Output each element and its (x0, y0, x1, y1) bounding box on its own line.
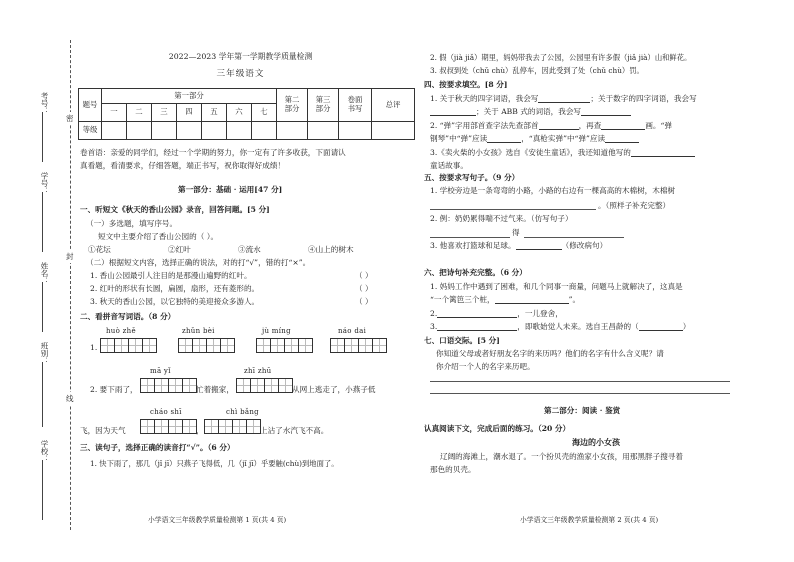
score-total-header: 总评 (372, 89, 415, 122)
binding-strip (0, 0, 88, 562)
field-class-label: 班别： (40, 342, 49, 365)
q7-answer-line-2[interactable] (430, 393, 730, 394)
score-part2-header: 第二 部分 (277, 89, 308, 122)
q6-item-1: 1. 妈妈工作中遇到了困难，和几个同事一商量，问题马上就解决了，这真是 (430, 282, 683, 291)
q5-title: 五、按要求写句子。（9 分） (424, 173, 520, 182)
reading-intro: 认真阅读下文，完成后面的练习。（20 分） (424, 424, 571, 433)
part1-title: 第一部分：基础 · 运用[47 分] (178, 185, 283, 194)
q4-blank-5[interactable] (601, 129, 645, 130)
tianzi-group-8[interactable] (204, 419, 260, 434)
q1-item-3-paren[interactable]: （ ） (355, 297, 373, 306)
q3-item-2: 2. 假（jià jiǎ）期里，妈妈带我去了公园，公园里有许多假（jiǎ jià）山和鲜花。 (430, 53, 692, 62)
q4-title: 四、按要求填空。[8 分] (424, 80, 508, 89)
tianzi-group-3[interactable] (256, 338, 312, 353)
field-exam-number-blank[interactable] (42, 112, 43, 162)
q6-blank-1[interactable] (495, 303, 569, 304)
q1-sub2: （二）根据短文内容，选择正确的说法，对的打“√”，错的打“×”。 (86, 258, 311, 267)
tianzi-group-1[interactable] (100, 338, 156, 353)
q4-item-1-cont: ；关于 ABB 式的词语，我会写 (430, 107, 631, 116)
tianzi-group-5[interactable] (140, 378, 196, 393)
field-school-blank[interactable] (42, 460, 43, 520)
left-page-footer: 小学语文三年级教学质量检测第 1 页(共 4 页) (148, 516, 287, 524)
tianzi-group-7[interactable] (140, 419, 196, 434)
q1-sub1-prompt: 短文中主要介绍了香山公园的（ ）。 (98, 232, 219, 241)
score-part3-header: 第三 部分 (308, 89, 339, 122)
q4-item-2-cont: 钢琴”中“弹”应读 ，“真枪实弹”中“弹”应读 (430, 134, 639, 143)
score-cell[interactable] (102, 122, 127, 140)
q6-item-2: 2. ，一儿登舍， (430, 309, 563, 318)
seal-char-xian: 线 (66, 394, 74, 403)
q6-item-1-cont: “一个篱笆三个桩， ”。 (430, 295, 581, 304)
seal-char-feng: 封 (66, 252, 74, 261)
q6-blank-4[interactable] (639, 330, 683, 331)
score-col-6: 六 (227, 104, 252, 122)
q6-blank-3[interactable] (437, 330, 517, 331)
score-table (78, 88, 415, 140)
q7-text-1: 你知道父母或者好朋友名字的来历吗？他们的名字有什么含义呢？请 (436, 349, 664, 358)
q2-pinyin-1: huò zhě (106, 327, 136, 335)
q6-item-3: 3. ，即歌始觉人未来。选自王昌龄的（ ） (430, 322, 691, 331)
q1-item-3: 3. 秋天的香山公园，以它独特的美迎接众多游人。 (90, 297, 260, 306)
q2-pinyin-4: náo dai (338, 327, 367, 335)
score-cell[interactable] (127, 122, 152, 140)
score-col-1: 一 (102, 104, 127, 122)
q1-option-3[interactable]: ③流水 (238, 245, 261, 254)
q4-blank-8[interactable] (631, 156, 695, 157)
score-part1-header: 第一部分 (102, 89, 277, 104)
q4-item-1: 1. 关于秋天的四字词语，我会写 ；关于数字的四字词语，我会写 (430, 94, 697, 103)
preface-line-2: 真看题，看清要求，仔细答题，端正书写，祝你取得好成绩！ (80, 161, 286, 170)
q5-item-2: 2. 例：奶奶累得喘不过气来。（仿写句子） (430, 214, 573, 223)
passage-title: 海边的小女孩 (572, 437, 620, 447)
exam-title: 2022—2023 学年第一学期教学质量检测 (168, 52, 313, 61)
field-class-blank[interactable] (42, 362, 43, 427)
q2-row2-text-a: 2. 要下雨了， (90, 385, 138, 394)
q4-blank-6[interactable] (487, 142, 521, 143)
q2-pinyin-8: chì bǎng (226, 408, 259, 416)
score-cell[interactable] (202, 122, 227, 140)
q5-item-2-answer-line-a[interactable] (430, 237, 510, 238)
q5-item-1-hint: 。（照样子补充完整） (598, 201, 671, 210)
q4-blank-7[interactable] (605, 142, 639, 143)
score-cell[interactable] (277, 122, 308, 140)
q2-pinyin-5: mā yǐ (150, 367, 171, 375)
q2-row2-text-b: 忙着搬家， (196, 385, 234, 394)
q2-pinyin-6: zhī zhū (244, 367, 272, 375)
q4-blank-2[interactable] (430, 115, 476, 116)
q2-pinyin-2: zhǔn bèi (182, 327, 215, 335)
q1-item-2-paren[interactable]: （ ） (355, 284, 373, 293)
q7-title: 七、口语交际。[5 分] (424, 336, 500, 345)
passage-line-2: 那色的贝壳。 (430, 465, 476, 474)
q1-item-1: 1. 香山公园最引人注目的是那漫山遍野的红叶。 (90, 271, 252, 280)
q6-blank-2[interactable] (437, 317, 517, 318)
score-col-2: 二 (127, 104, 152, 122)
q2-row2-text-c: 从网上逃走了，小燕子低 (292, 385, 376, 394)
q2-pinyin-3: jù míng (262, 327, 291, 335)
score-col-4: 四 (177, 104, 202, 122)
q2-pinyin-7: cháo shī (150, 408, 182, 416)
q5-item-1-answer-line[interactable] (430, 209, 596, 210)
score-cell[interactable] (227, 122, 252, 140)
q2-row3-text-c: 上沾了水汽飞不高。 (260, 426, 329, 435)
q1-title: 一、听短文《秋天的香山公园》录音，回答问题。[5 分] (80, 205, 270, 214)
q6-title: 六、把诗句补充完整。（6 分） (424, 268, 527, 277)
q4-blank-1[interactable] (538, 102, 590, 103)
q5-item-3: 3. 他喜欢打篮球和足球。 （修改病句） (430, 241, 608, 250)
seal-char-mi: 密 (66, 114, 74, 123)
q4-blank-3[interactable] (581, 115, 631, 116)
q4-blank-4[interactable] (539, 129, 579, 130)
q7-answer-line-1[interactable] (430, 381, 730, 382)
q5-item-1: 1. 学校旁边是一条弯弯的小路，小路的右边有一棵高高的木棉树，木棉树 (430, 186, 676, 195)
q4-item-2: 2. “弹”字用部首查字法先查部首 ，再查 画。“弹 (430, 121, 673, 130)
q5-item-2-word: 得 (512, 228, 520, 237)
tianzi-group-2[interactable] (178, 338, 234, 353)
q1-item-1-paren[interactable]: （ ） (355, 271, 373, 280)
passage-line-1: 辽阔的海滩上，潮水退了。一个扮贝壳的渔家小女孩，用那黑胖子搜寻着 (440, 452, 683, 461)
field-name-label: 姓名： (40, 262, 49, 285)
subject-title: 三年级语文 (216, 69, 265, 79)
field-student-number-label: 学号： (40, 172, 49, 195)
score-cell[interactable] (339, 122, 372, 140)
score-cell[interactable] (308, 122, 339, 140)
q1-option-2[interactable]: ②红叶 (168, 245, 191, 254)
tianzi-group-4[interactable] (330, 338, 386, 353)
field-exam-number-label: 考号： (40, 92, 49, 115)
part2-title: 第二部分：阅读 · 鉴赏 (544, 406, 621, 415)
score-cell[interactable] (177, 122, 202, 140)
q4-item-3: 3.《卖火柴的小女孩》选自《安徒生童话》，我还知道他写的 (430, 148, 695, 157)
tianzi-group-6[interactable] (236, 378, 292, 393)
q3-title: 三、读句子，选择正确的读音打“√”。（6 分） (80, 443, 235, 452)
q1-item-2: 2. 红叶的形状有长圆，扁圆，扇形，还有菱形的。 (90, 284, 260, 293)
score-row-label-number: 题号 (79, 89, 102, 122)
q1-option-1[interactable]: ①花坛 (88, 245, 111, 254)
q1-option-4[interactable]: ④山上的树木 (308, 245, 354, 254)
q2-row1-label: 1. (90, 343, 98, 352)
q3-item-1: 1. 快下雨了，那几（jǐ jī）只燕子飞得低，几（jǐ jī）乎要触(chù)到地面了。 (90, 459, 339, 468)
q2-title: 二、看拼音写词语。（8 分） (80, 312, 176, 321)
right-page-footer: 小学语文三年级教学质量检测第 2 页(共 4 页) (520, 516, 659, 524)
score-col-7: 七 (252, 104, 277, 122)
q2-row3-text-b: ， (196, 426, 204, 435)
preface-line-1: 卷首语：亲爱的同学们，经过一个学期的努力，你一定有了许多收获，下面请认 (80, 148, 346, 157)
score-col-3: 三 (152, 104, 177, 122)
field-school-label: 学校： (40, 440, 49, 463)
q4-item-3-cont: 童话故事。 (430, 161, 468, 170)
score-col-5: 五 (202, 104, 227, 122)
q1-sub1: （一）多选题，填写序号。 (86, 219, 178, 228)
score-cell[interactable] (372, 122, 415, 140)
q2-row3-text-a: 飞，因为天气 (80, 426, 126, 435)
q7-text-2: 你介绍一个人的名字来历吧。 (436, 362, 535, 371)
field-name-blank[interactable] (42, 282, 43, 332)
field-student-number-blank[interactable] (42, 192, 43, 252)
q5-item-2-answer-line-b[interactable] (524, 237, 624, 238)
score-cell[interactable] (252, 122, 277, 140)
score-cell[interactable] (152, 122, 177, 140)
q5-blank[interactable] (516, 249, 562, 250)
q3-item-3: 3. 叔叔到处（chǔ chù）乱停车，因此受到了处（chǔ chù）罚。 (430, 66, 644, 75)
score-neatness-header: 卷面 书写 (339, 89, 372, 122)
score-row-label-grade: 等级 (79, 122, 102, 140)
